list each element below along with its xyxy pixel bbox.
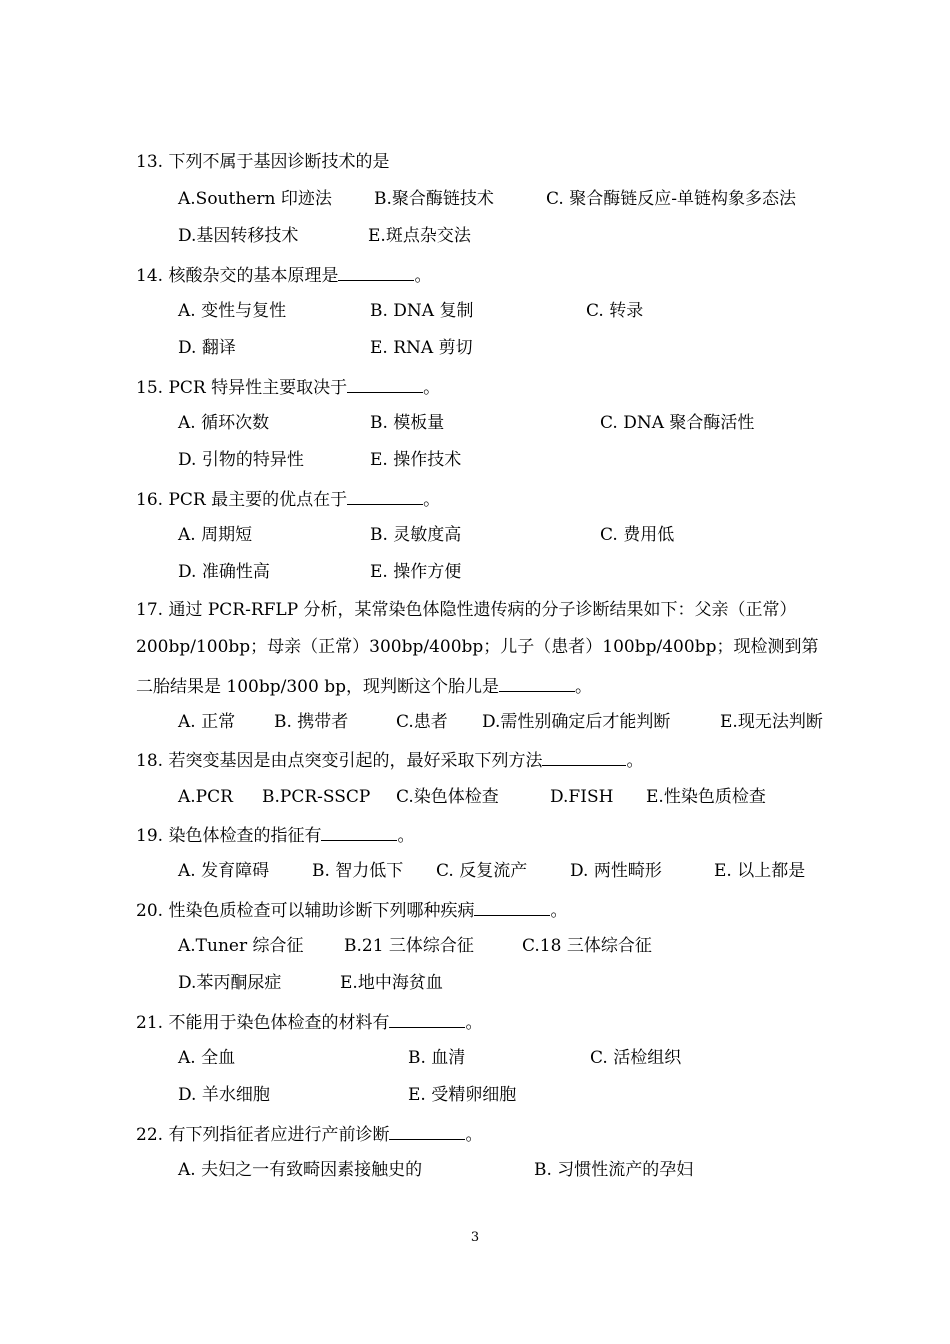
q16-option-e: E. 操作方便 <box>370 562 462 582</box>
q17-option-a: A. 正常 <box>178 712 236 732</box>
answer-blank <box>542 747 626 766</box>
q18-option-b: B.PCR-SSCP <box>262 787 371 807</box>
q14-option-a: A. 变性与复性 <box>178 301 287 321</box>
q14-option-c: C. 转录 <box>586 301 644 321</box>
q21-option-d: D. 羊水细胞 <box>178 1085 270 1105</box>
question-21-stem: 21. 不能用于染色体检查的材料有 。 <box>136 1009 482 1035</box>
question-14-stem: 14. 核酸杂交的基本原理是 。 <box>136 262 431 288</box>
q15-option-e: E. 操作技术 <box>370 450 462 470</box>
q19-option-b: B. 智力低下 <box>312 861 404 881</box>
q18-option-d: D.FISH <box>550 787 614 807</box>
page-number: 3 <box>470 1230 480 1245</box>
q20-option-e: E.地中海贫血 <box>340 973 443 993</box>
q15-option-c: C. DNA 聚合酶活性 <box>600 413 755 433</box>
q15-option-a: A. 循环次数 <box>178 413 270 433</box>
q17-option-c: C.患者 <box>396 712 448 732</box>
q14-option-d: D. 翻译 <box>178 338 236 358</box>
question-17-line-3: 二胎结果是 100bp/300 bp，现判断这个胎儿是 。 <box>136 673 841 699</box>
q21-option-e: E. 受精卵细胞 <box>408 1085 517 1105</box>
question-17-line-2: 200bp/100bp；母亲（正常）300bp/400bp；儿子（患者）100bp/400bp；现检测到第 <box>136 637 819 657</box>
question-22-stem: 22. 有下列指征者应进行产前诊断 。 <box>136 1121 482 1147</box>
q18-option-c: C.染色体检查 <box>396 787 499 807</box>
q20-option-c: C.18 三体综合征 <box>522 936 652 956</box>
answer-blank <box>499 673 575 692</box>
q13-option-c: C. 聚合酶链反应-单链构象多态法 <box>546 189 796 209</box>
question-15-stem: 15. PCR 特异性主要取决于 。 <box>136 374 440 400</box>
q18-option-e: E.性染色质检查 <box>646 787 766 807</box>
answer-blank <box>347 486 423 505</box>
question-13-stem: 13. 下列不属于基因诊断技术的是 <box>136 152 390 172</box>
q15-option-b: B. 模板量 <box>370 413 445 433</box>
answer-blank <box>389 1121 465 1140</box>
q22-option-a: A. 夫妇之一有致畸因素接触史的 <box>178 1160 423 1180</box>
q21-option-a: A. 全血 <box>178 1048 236 1068</box>
answer-blank <box>338 262 414 281</box>
q17-option-e: E.现无法判断 <box>720 712 823 732</box>
q19-option-e: E. 以上都是 <box>714 861 806 881</box>
q16-option-c: C. 费用低 <box>600 525 675 545</box>
q20-option-a: A.Tuner 综合征 <box>178 936 304 956</box>
q17-option-d: D.需性别确定后才能判断 <box>482 712 671 732</box>
q20-option-d: D.苯丙酮尿症 <box>178 973 282 993</box>
q16-option-a: A. 周期短 <box>178 525 253 545</box>
q18-option-a: A.PCR <box>178 787 233 807</box>
q19-option-a: A. 发育障碍 <box>178 861 270 881</box>
answer-blank <box>389 1009 465 1028</box>
question-16-stem: 16. PCR 最主要的优点在于 。 <box>136 486 440 512</box>
q22-option-b: B. 习惯性流产的孕妇 <box>534 1160 694 1180</box>
question-18-stem: 18. 若突变基因是由点突变引起的，最好采取下列方法 。 <box>136 747 643 773</box>
q19-option-d: D. 两性畸形 <box>570 861 662 881</box>
q19-option-c: C. 反复流产 <box>436 861 528 881</box>
q15-option-d: D. 引物的特异性 <box>178 450 304 470</box>
question-17-line-1: 17. 通过 PCR-RFLP 分析，某常染色体隐性遗传病的分子诊断结果如下：父亲（正常） <box>136 600 797 620</box>
q13-option-e: E.斑点杂交法 <box>368 226 471 246</box>
q13-option-d: D.基因转移技术 <box>178 226 299 246</box>
q16-option-b: B. 灵敏度高 <box>370 525 462 545</box>
q21-option-b: B. 血清 <box>408 1048 466 1068</box>
q16-option-d: D. 准确性高 <box>178 562 270 582</box>
q13-option-a: A.Southern 印迹法 <box>178 189 332 209</box>
q14-option-b: B. DNA 复制 <box>370 301 474 321</box>
q14-option-e: E. RNA 剪切 <box>370 338 473 358</box>
question-20-stem: 20. 性染色质检查可以辅助诊断下列哪种疾病 。 <box>136 897 567 923</box>
q20-option-b: B.21 三体综合征 <box>344 936 474 956</box>
answer-blank <box>474 897 550 916</box>
question-19-stem: 19. 染色体检查的指征有 。 <box>136 822 414 848</box>
answer-blank <box>321 822 397 841</box>
q21-option-c: C. 活检组织 <box>590 1048 682 1068</box>
q17-option-b: B. 携带者 <box>274 712 349 732</box>
answer-blank <box>347 374 423 393</box>
q13-option-b: B.聚合酶链技术 <box>374 189 494 209</box>
